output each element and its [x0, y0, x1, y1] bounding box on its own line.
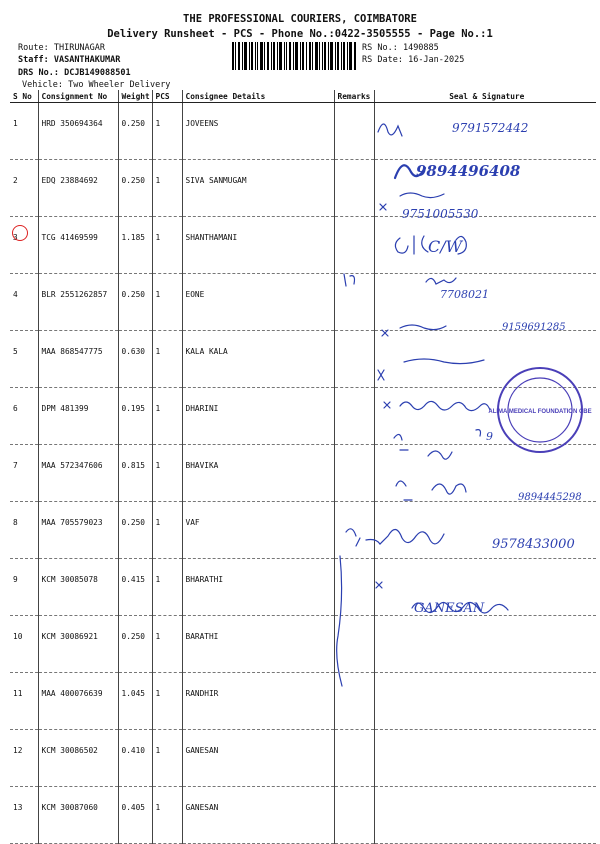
staff-label: Staff:: [18, 55, 49, 65]
weight-cell: 0.630: [118, 331, 152, 388]
consignment-cell: BLR 2551262857: [38, 274, 118, 331]
rs-date-value: 16-Jan-2025: [408, 55, 465, 65]
consignment-cell: MAA 400076639: [38, 673, 118, 730]
signature-cell: [374, 787, 596, 844]
handwritten-phone-row3: 9751005530: [402, 207, 479, 221]
weight-cell: 1.185: [118, 217, 152, 274]
handwritten-cw-row4: C/W: [428, 237, 463, 256]
consignee-cell: GANESAN: [182, 787, 334, 844]
weight-cell: 0.250: [118, 103, 152, 160]
consignee-cell: RANDHIR: [182, 673, 334, 730]
rs-no-line: [362, 43, 439, 53]
table-header-row: [10, 90, 596, 103]
pcs-cell: 1: [152, 103, 182, 160]
col-pcs-header: PCS: [152, 90, 182, 103]
consignment-cell: MAA 705579023: [38, 502, 118, 559]
consignee-cell: BHARATHI: [182, 559, 334, 616]
col-weight-header: Weight: [118, 90, 152, 103]
consignee-cell: GANESAN: [182, 730, 334, 787]
remarks-cell: [334, 673, 374, 730]
sno-cell: 3: [10, 217, 38, 274]
sno-cell: 4: [10, 274, 38, 331]
signature-cell: [374, 445, 596, 502]
rs-date-label: RS Date:: [362, 55, 403, 65]
signature-cell: [374, 502, 596, 559]
signature-cell: [374, 331, 596, 388]
sno-cell: 8: [10, 502, 38, 559]
table-row: [10, 616, 596, 673]
remarks-cell: [334, 217, 374, 274]
col-consignee-header: Consignee Details: [182, 90, 334, 103]
barcode: [232, 42, 356, 70]
consignment-cell: DPM 481399: [38, 388, 118, 445]
consignee-cell: BARATHI: [182, 616, 334, 673]
pcs-cell: 1: [152, 331, 182, 388]
signature-cell: [374, 217, 596, 274]
stamp-text: ALIMA MEDICAL FOUNDATION CBE: [488, 409, 592, 415]
remarks-cell: [334, 388, 374, 445]
consignment-cell: MAA 572347606: [38, 445, 118, 502]
sno-cell: 5: [10, 331, 38, 388]
sno-cell: 7: [10, 445, 38, 502]
table-row: [10, 787, 596, 844]
col-consignment-header: Consignment No: [38, 90, 118, 103]
remarks-cell: [334, 502, 374, 559]
remarks-cell: [334, 331, 374, 388]
remarks-cell: [334, 559, 374, 616]
runsheet-title: Delivery Runsheet - PCS - Phone No.:0422-3505555 - Page No.:1: [107, 28, 493, 40]
route-label: Route:: [18, 43, 49, 53]
signature-cell: [374, 103, 596, 160]
pcs-cell: 1: [152, 502, 182, 559]
weight-cell: 0.815: [118, 445, 152, 502]
staff-line: [18, 55, 120, 65]
rs-no-value: 1490885: [402, 43, 439, 53]
handwritten-phone-row2: 9894496408: [416, 162, 521, 180]
pcs-cell: 1: [152, 274, 182, 331]
drs-value: DCJB149088501: [64, 68, 131, 78]
company-name: THE PROFESSIONAL COURIERS, COIMBATORE: [183, 13, 417, 25]
signature-cell: [374, 616, 596, 673]
handwritten-phone-row1: 9791572442: [452, 121, 529, 135]
col-remarks-header: Remarks: [334, 90, 374, 103]
runsheet-table: [10, 90, 596, 844]
signature-cell: [374, 160, 596, 217]
weight-cell: 0.250: [118, 160, 152, 217]
weight-cell: 1.045: [118, 673, 152, 730]
sno-cell: 11: [10, 673, 38, 730]
table-row: [10, 673, 596, 730]
sno-cell: 10: [10, 616, 38, 673]
route-value: THIRUNAGAR: [53, 43, 106, 53]
consignee-cell: KALA KALA: [182, 331, 334, 388]
weight-cell: 0.195: [118, 388, 152, 445]
weight-cell: 0.410: [118, 730, 152, 787]
pcs-cell: 1: [152, 217, 182, 274]
drs-line: [18, 68, 131, 78]
row-4-circle-mark: [12, 225, 28, 241]
weight-cell: 0.250: [118, 274, 152, 331]
drs-label: DRS No.:: [18, 68, 59, 78]
pcs-cell: 1: [152, 616, 182, 673]
signature-cell: [374, 673, 596, 730]
consignee-cell: BHAVIKA: [182, 445, 334, 502]
handwritten-name-row13: GANESAN: [414, 601, 485, 616]
route-line: [18, 43, 105, 53]
signature-cell: [374, 730, 596, 787]
remarks-cell: [334, 160, 374, 217]
remarks-cell: [334, 103, 374, 160]
consignment-cell: KCM 30087060: [38, 787, 118, 844]
vehicle-label: Vehicle:: [22, 80, 63, 90]
table-row: [10, 160, 596, 217]
handwritten-phone-row5: 7708021: [440, 288, 489, 301]
signature-cell: [374, 388, 596, 445]
table-row: [10, 331, 596, 388]
handwritten-phone-row6: 9159691285: [502, 322, 566, 333]
pcs-cell: 1: [152, 559, 182, 616]
pcs-cell: 1: [152, 160, 182, 217]
sno-cell: 6: [10, 388, 38, 445]
col-signature-header: Seal & Signature: [374, 90, 596, 103]
table-row: [10, 445, 596, 502]
vehicle-value: Two Wheeler Delivery: [68, 80, 171, 90]
table-row: [10, 388, 596, 445]
consignment-cell: TCG 41469599: [38, 217, 118, 274]
remarks-cell: [334, 616, 374, 673]
vehicle-line: [22, 80, 170, 90]
pcs-cell: 1: [152, 445, 182, 502]
consignment-cell: KCM 30086502: [38, 730, 118, 787]
signature-cell: [374, 559, 596, 616]
remarks-cell: [334, 730, 374, 787]
handwritten-mark-row9: 9: [486, 430, 493, 443]
rs-no-label: RS No.:: [362, 43, 398, 53]
remarks-cell: [334, 445, 374, 502]
consignee-cell: SHANTHAMANI: [182, 217, 334, 274]
sno-cell: 1: [10, 103, 38, 160]
consignee-cell: EONE: [182, 274, 334, 331]
table-row: [10, 217, 596, 274]
col-sno-header: S No: [10, 90, 38, 103]
consignment-cell: KCM 30085078: [38, 559, 118, 616]
consignee-cell: SIVA SANMUGAM: [182, 160, 334, 217]
consignment-cell: MAA 868547775: [38, 331, 118, 388]
consignee-cell: VAF: [182, 502, 334, 559]
consignment-cell: EDQ 23884692: [38, 160, 118, 217]
consignment-cell: HRD 350694364: [38, 103, 118, 160]
weight-cell: 0.250: [118, 502, 152, 559]
weight-cell: 0.415: [118, 559, 152, 616]
pcs-cell: 1: [152, 388, 182, 445]
pcs-cell: 1: [152, 730, 182, 787]
table-row: [10, 502, 596, 559]
table-row: [10, 274, 596, 331]
weight-cell: 0.405: [118, 787, 152, 844]
rs-date-line: [362, 55, 464, 65]
sno-cell: 12: [10, 730, 38, 787]
consignee-cell: JOVEENS: [182, 103, 334, 160]
handwritten-phone-row11: 9578433000: [492, 537, 575, 552]
staff-value: VASANTHAKUMAR: [53, 55, 121, 65]
consignee-cell: DHARINI: [182, 388, 334, 445]
sno-cell: 9: [10, 559, 38, 616]
handwritten-phone-row10: 9894445298: [518, 492, 582, 503]
table-row: [10, 730, 596, 787]
table-row: [10, 103, 596, 160]
table-row: [10, 559, 596, 616]
weight-cell: 0.250: [118, 616, 152, 673]
consignment-cell: KCM 30086921: [38, 616, 118, 673]
pcs-cell: 1: [152, 787, 182, 844]
sno-cell: 13: [10, 787, 38, 844]
pcs-cell: 1: [152, 673, 182, 730]
remarks-cell: [334, 274, 374, 331]
remarks-cell: [334, 787, 374, 844]
signature-cell: [374, 274, 596, 331]
sno-cell: 2: [10, 160, 38, 217]
